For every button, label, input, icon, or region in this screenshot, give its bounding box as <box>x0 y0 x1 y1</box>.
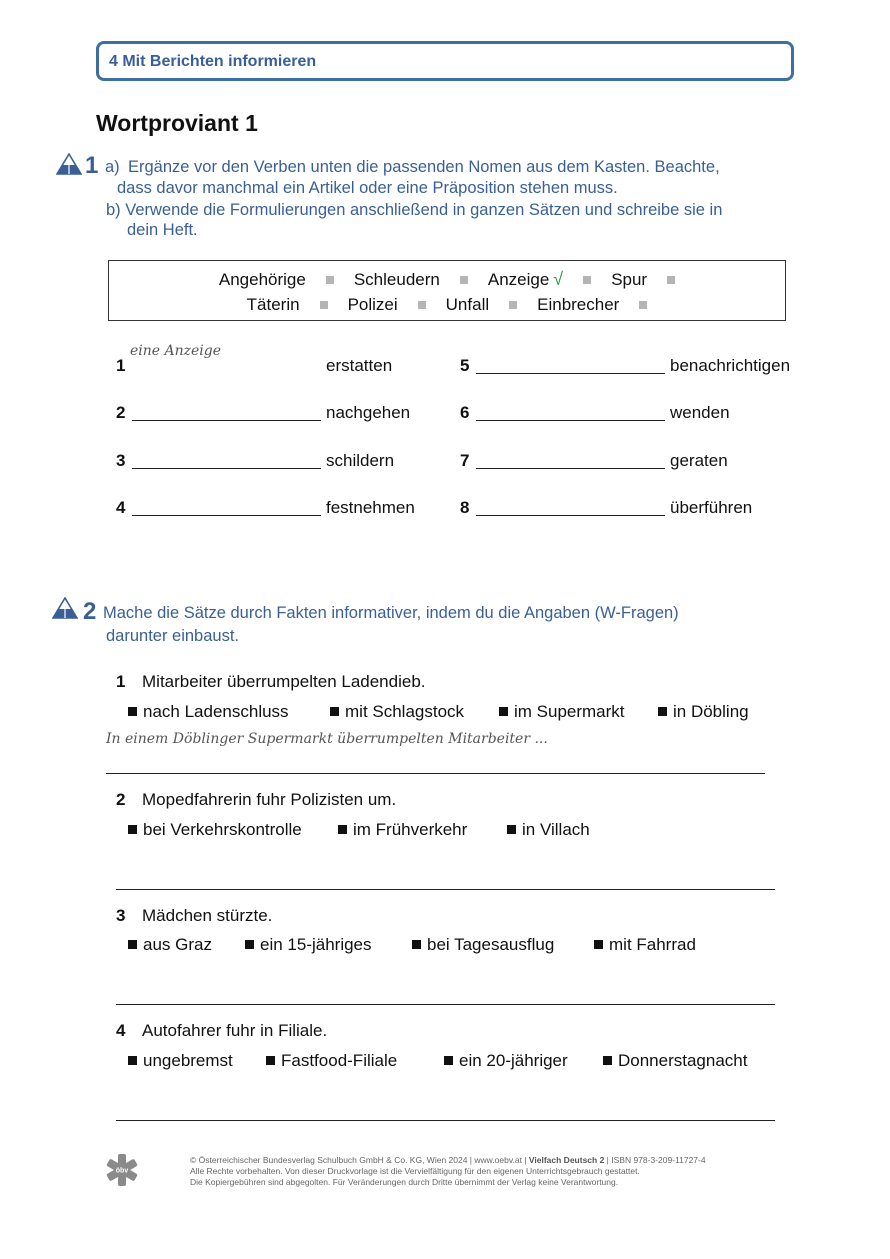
answer-blank[interactable] <box>476 373 665 374</box>
fact-tag: nach Ladenschluss <box>128 702 289 722</box>
sentence-number: 3 <box>116 906 126 925</box>
word-row-2 <box>109 295 785 315</box>
chapter-header <box>96 41 794 81</box>
logo-text: öbv <box>115 1167 129 1175</box>
item-number: 2 <box>116 403 126 422</box>
oebv-logo-icon <box>104 1153 140 1187</box>
word-item: Polizei <box>347 295 398 314</box>
task1-instruction-a-line1: Ergänze vor den Verben unten die passenden Nomen aus dem Kasten. Beachte, <box>128 158 720 176</box>
square-bullet-icon <box>460 276 468 284</box>
task1-number: 1 <box>85 152 99 179</box>
task1-instruction-a-line2: dass davor manchmal ein Artikel oder eine Präposition stehen muss. <box>117 179 618 197</box>
answer-blank[interactable] <box>476 420 665 421</box>
item-number: 6 <box>460 403 470 422</box>
item-verb: geraten <box>670 451 728 470</box>
answer-blank[interactable] <box>132 468 321 469</box>
black-square-icon <box>594 940 603 949</box>
black-square-icon <box>128 1056 137 1065</box>
task2-instruction-line2: darunter einbaust. <box>106 627 240 645</box>
item-number: 4 <box>116 498 126 517</box>
fact-tag: in Villach <box>507 820 590 840</box>
answer-line[interactable] <box>116 1120 775 1121</box>
black-square-icon <box>603 1056 612 1065</box>
word-item: Täterin <box>246 295 300 314</box>
fact-tag: aus Graz <box>128 935 212 955</box>
fact-tag: im Supermarkt <box>499 702 625 722</box>
black-square-icon <box>245 940 254 949</box>
handwritten-answer: In einem Döblinger Supermarkt überrumpelten Mitarbeiter ... <box>106 731 548 747</box>
difficulty-pyramid-icon <box>52 597 78 619</box>
answer-line[interactable] <box>116 1004 775 1005</box>
difficulty-pyramid-icon <box>56 153 82 175</box>
check-mark-icon: √ <box>553 269 564 289</box>
fact-tag: Fastfood-Filiale <box>266 1051 397 1071</box>
word-row-1 <box>109 269 785 290</box>
item-verb: benachrichtigen <box>670 356 791 375</box>
task2-number: 2 <box>83 598 97 625</box>
item-number: 3 <box>116 451 126 470</box>
item-verb: erstatten <box>326 356 393 375</box>
black-square-icon <box>338 825 347 834</box>
sentence-text: Mopedfahrerin fuhr Polizisten um. <box>142 790 397 809</box>
word-item: Anzeige <box>487 270 550 289</box>
black-square-icon <box>499 707 508 716</box>
task1-instruction-b-line2: dein Heft. <box>127 221 198 239</box>
sentence-text: Mädchen stürzte. <box>142 906 273 925</box>
square-bullet-icon <box>639 301 647 309</box>
answer-line[interactable] <box>106 773 765 774</box>
black-square-icon <box>128 707 137 716</box>
sentence-text: Autofahrer fuhr in Filiale. <box>142 1021 328 1040</box>
item-number: 7 <box>460 451 470 470</box>
square-bullet-icon <box>418 301 426 309</box>
answer-line[interactable] <box>116 889 775 890</box>
fact-tag: in Döbling <box>658 702 749 722</box>
black-square-icon <box>412 940 421 949</box>
chapter-title: 4 Mit Berichten informieren <box>109 53 317 70</box>
page-title: Wortproviant 1 <box>96 110 258 136</box>
square-bullet-icon <box>583 276 591 284</box>
black-square-icon <box>266 1056 275 1065</box>
fact-tag: bei Tagesausflug <box>412 935 554 955</box>
answer-blank[interactable] <box>476 468 665 469</box>
square-bullet-icon <box>667 276 675 284</box>
sentence-text: Mitarbeiter überrumpelten Ladendieb. <box>142 672 426 691</box>
black-square-icon <box>658 707 667 716</box>
task1-instruction-a-label: a) <box>105 158 120 176</box>
item-verb: festnehmen <box>326 498 415 517</box>
sentence-number: 1 <box>116 672 126 691</box>
word-item: Schleudern <box>353 270 440 289</box>
item-verb: schildern <box>326 451 395 470</box>
footer-copyright: © Österreichischer Bundesverlag Schulbuch GmbH & Co. KG, Wien 2024 | www.oebv.at | Vielfach Deutsch 2 | ISBN 978-3-209-11727-4 Alle Rechte vorbehalten. Von dieser Druckvorlage ist die Vervielfältigung für den eigenen Unterrichtsgebrauch gestattet. Die Kopiergebühren sind abgegolten. Für Veränderungen durch Dritte übernimmt der Verlag keine Verantwortung. <box>190 1155 706 1187</box>
black-square-icon <box>444 1056 453 1065</box>
black-square-icon <box>330 707 339 716</box>
fact-tag: Donnerstagnacht <box>603 1051 747 1071</box>
answer-blank[interactable] <box>132 515 321 516</box>
task2-instruction-line1: Mache die Sätze durch Fakten informativer, indem du die Angaben (W-Fragen) <box>103 604 679 622</box>
word-item: Spur <box>611 270 648 289</box>
black-square-icon <box>507 825 516 834</box>
word-box <box>108 260 786 321</box>
item-verb: nachgehen <box>326 403 411 422</box>
word-item: Unfall <box>445 295 490 314</box>
square-bullet-icon <box>320 301 328 309</box>
fact-tag: mit Schlagstock <box>330 702 464 722</box>
fact-tag: ein 15-jähriges <box>245 935 372 955</box>
word-item: Einbrecher <box>537 295 620 314</box>
square-bullet-icon <box>509 301 517 309</box>
fact-tag: bei Verkehrskontrolle <box>128 820 302 840</box>
word-item: Angehörige <box>218 270 306 289</box>
fact-tag: ungebremst <box>128 1051 233 1071</box>
fact-tag: ein 20-jähriger <box>444 1051 568 1071</box>
item-number: 1 <box>116 356 126 375</box>
handwritten-answer: eine Anzeige <box>130 343 222 359</box>
item-number: 5 <box>460 356 470 375</box>
item-number: 8 <box>460 498 470 517</box>
square-bullet-icon <box>326 276 334 284</box>
answer-blank[interactable] <box>132 420 321 421</box>
black-square-icon <box>128 825 137 834</box>
item-verb: überführen <box>670 498 753 517</box>
sentence-number: 2 <box>116 790 126 809</box>
task1-instruction-b-line1: b) Verwende die Formulierungen anschließend in ganzen Sätzen und schreibe sie in <box>106 201 723 219</box>
answer-blank[interactable] <box>476 515 665 516</box>
black-square-icon <box>128 940 137 949</box>
sentence-number: 4 <box>116 1021 126 1040</box>
item-verb: wenden <box>670 403 730 422</box>
fact-tag: mit Fahrrad <box>594 935 696 955</box>
fact-tag: im Frühverkehr <box>338 820 467 840</box>
